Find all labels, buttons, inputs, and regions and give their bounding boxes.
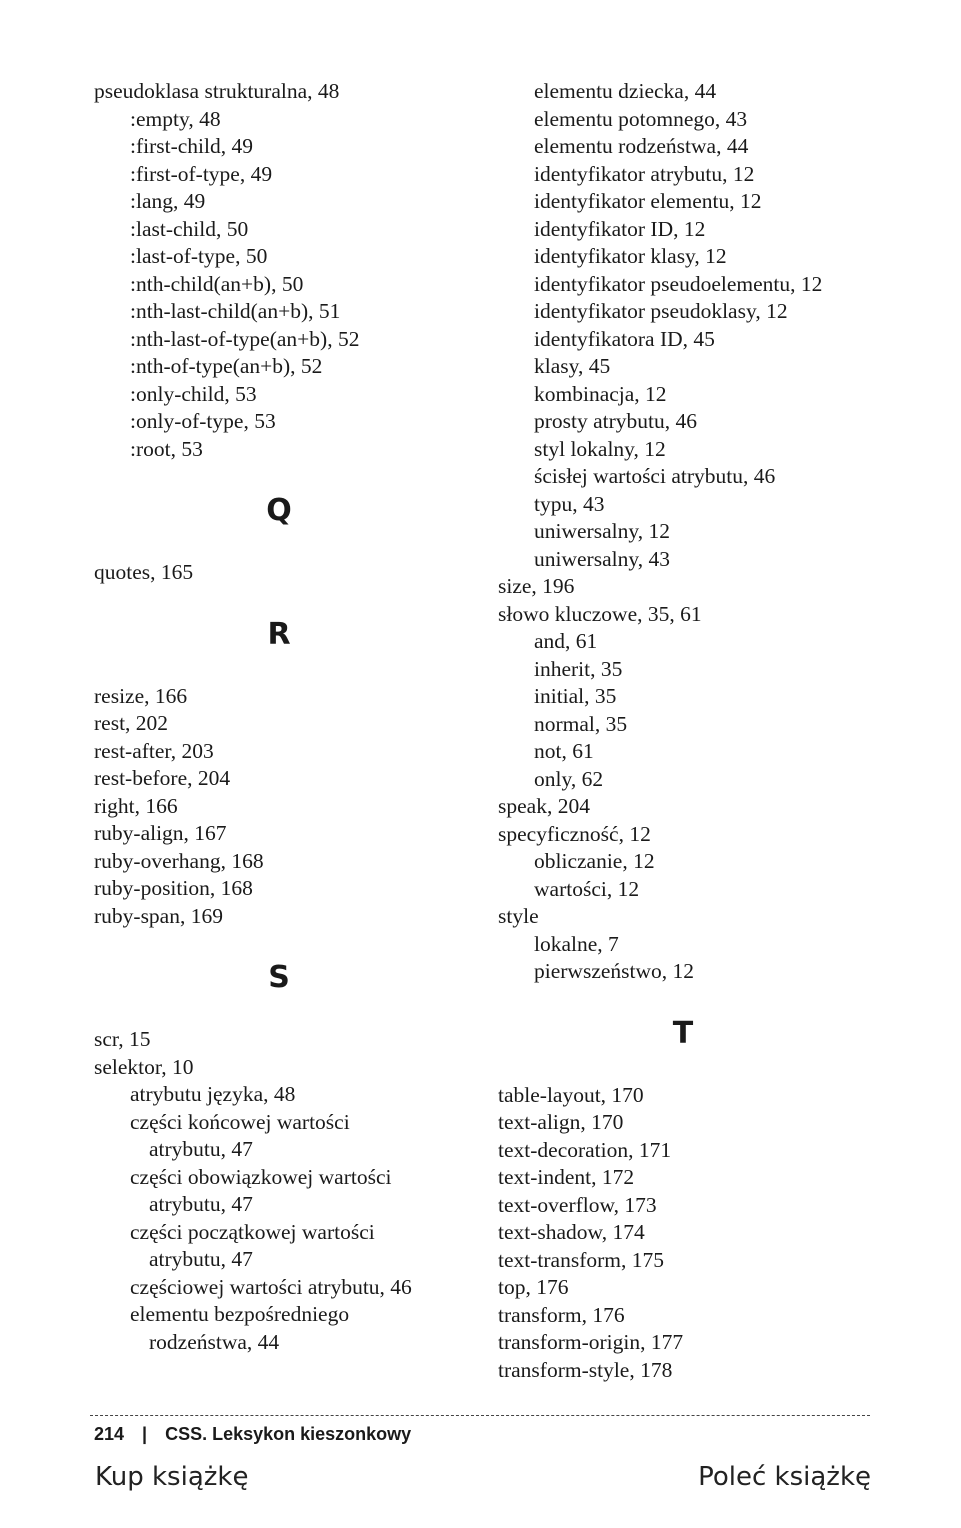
index-subentry: :root, 53 xyxy=(130,436,203,461)
index-subentry: klasy, 45 xyxy=(534,354,611,378)
index-subentry: prosty atrybutu, 46 xyxy=(534,409,698,433)
index-section-letter: S xyxy=(268,960,290,995)
index-subentry: identyfikator pseudoklasy, 12 xyxy=(534,299,788,323)
index-subentry: initial, 35 xyxy=(534,684,617,708)
index-subentry: :nth-last-of-type(an+b), 52 xyxy=(130,326,360,351)
index-subentry: lokalne, 7 xyxy=(534,931,619,956)
index-section-letter: R xyxy=(267,616,291,652)
index-subentry: ścisłej wartości atrybutu, 46 xyxy=(534,464,776,488)
index-entry: rest-after, 203 xyxy=(94,738,214,763)
index-section-letter: Q xyxy=(266,493,292,528)
recommend-book-link[interactable]: Poleć książkę xyxy=(698,1462,871,1492)
index-section-letter: T xyxy=(672,1015,694,1051)
footer-divider xyxy=(90,1415,870,1416)
index-subentry: :first-child, 49 xyxy=(130,134,254,158)
index-subentry: :last-child, 50 xyxy=(130,216,249,241)
index-entry: rest-before, 204 xyxy=(94,766,231,790)
index-subentry: :nth-of-type(an+b), 52 xyxy=(130,354,323,378)
index-entry: rest, 202 xyxy=(94,711,169,735)
index-subentry: not, 61 xyxy=(534,739,594,763)
index-subentry: :only-child, 53 xyxy=(130,381,257,406)
index-entry: transform, 176 xyxy=(498,1302,625,1327)
index-subentry: :last-of-type, 50 xyxy=(130,244,268,268)
index-entry: speak, 204 xyxy=(498,794,590,818)
index-entry: table-layout, 170 xyxy=(498,1082,644,1107)
index-subentry: normal, 35 xyxy=(534,711,628,736)
index-subentry: typu, 43 xyxy=(534,491,605,516)
index-entry: text-decoration, 171 xyxy=(498,1137,672,1162)
footer-separator: | xyxy=(142,1424,148,1444)
index-subentry: uniwersalny, 12 xyxy=(534,519,670,543)
index-entry: resize, 166 xyxy=(94,683,188,708)
index-entry: ruby-overhang, 168 xyxy=(94,848,264,873)
index-entry: specyficzność, 12 xyxy=(498,821,651,846)
index-column-left xyxy=(94,78,474,1356)
index-subentry: inherit, 35 xyxy=(534,656,623,681)
index-entry: ruby-position, 168 xyxy=(94,876,253,900)
index-subentry: części końcowej wartości xyxy=(130,1109,350,1134)
index-subentry: :lang, 49 xyxy=(130,189,206,213)
index-entry: selektor, 10 xyxy=(94,1054,194,1079)
index-subentry: identyfikator ID, 12 xyxy=(534,216,706,241)
buy-book-link[interactable]: Kup książkę xyxy=(95,1462,249,1492)
page-footer xyxy=(94,1424,411,1445)
index-subentry: :only-of-type, 53 xyxy=(130,409,276,433)
index-entry: text-align, 170 xyxy=(498,1110,624,1134)
index-subentry: :empty, 48 xyxy=(130,106,221,131)
index-subentry: atrybutu języka, 48 xyxy=(130,1082,296,1106)
page-number: 214 xyxy=(94,1424,125,1444)
index-subentry: części obowiązkowej wartości xyxy=(130,1164,392,1189)
index-entry: text-shadow, 174 xyxy=(498,1220,645,1244)
index-entry: transform-style, 178 xyxy=(498,1357,673,1382)
index-entry: style xyxy=(498,904,539,928)
index-subentry: elementu rodzeństwa, 44 xyxy=(534,134,749,158)
index-subentry: identyfikatora ID, 45 xyxy=(534,326,715,351)
index-entry: słowo kluczowe, 35, 61 xyxy=(498,601,702,626)
index-entry: size, 196 xyxy=(498,574,575,598)
index-entry: text-overflow, 173 xyxy=(498,1192,657,1217)
index-subentry: only, 62 xyxy=(534,766,604,791)
book-title: CSS. Leksykon kieszonkowy xyxy=(165,1424,412,1444)
index-entry: right, 166 xyxy=(94,793,178,818)
index-entry: top, 176 xyxy=(498,1275,569,1299)
index-column-right xyxy=(498,78,878,1384)
index-subentry: wartości, 12 xyxy=(534,876,640,901)
index-entry: ruby-align, 167 xyxy=(94,821,227,845)
index-subentry: identyfikator klasy, 12 xyxy=(534,244,727,268)
index-subentry: częściowej wartości atrybutu, 46 xyxy=(130,1274,412,1299)
index-entry: text-indent, 172 xyxy=(498,1165,635,1189)
index-entry: quotes, 165 xyxy=(94,560,194,584)
index-subentry: and, 61 xyxy=(534,629,598,653)
index-entry: pseudoklasa strukturalna, 48 xyxy=(94,79,340,103)
index-subentry: :nth-child(an+b), 50 xyxy=(130,271,304,296)
index-entry: ruby-span, 169 xyxy=(94,903,223,928)
index-subentry: styl lokalny, 12 xyxy=(534,436,666,461)
index-subentry: atrybutu, 47 xyxy=(149,1192,253,1216)
index-subentry: identyfikator elementu, 12 xyxy=(534,189,762,213)
index-subentry: :first-of-type, 49 xyxy=(130,161,273,186)
index-subentry: identyfikator atrybutu, 12 xyxy=(534,161,755,186)
index-subentry: części początkowej wartości xyxy=(130,1219,375,1244)
index-subentry: atrybutu, 47 xyxy=(149,1137,253,1161)
index-subentry: rodzeństwa, 44 xyxy=(149,1329,280,1354)
index-entry: scr, 15 xyxy=(94,1027,151,1051)
index-subentry: kombinacja, 12 xyxy=(534,381,667,406)
index-subentry: atrybutu, 47 xyxy=(149,1247,253,1271)
index-subentry: elementu potomnego, 43 xyxy=(534,106,748,131)
index-subentry: :nth-last-child(an+b), 51 xyxy=(130,299,341,323)
index-subentry: obliczanie, 12 xyxy=(534,849,655,873)
index-subentry: uniwersalny, 43 xyxy=(534,546,670,571)
index-subentry: pierwszeństwo, 12 xyxy=(534,959,695,983)
index-subentry: elementu dziecka, 44 xyxy=(534,79,717,103)
index-entry: transform-origin, 177 xyxy=(498,1330,684,1354)
index-entry: text-transform, 175 xyxy=(498,1247,664,1272)
index-subentry: identyfikator pseudoelementu, 12 xyxy=(534,271,823,296)
index-subentry: elementu bezpośredniego xyxy=(130,1302,350,1326)
